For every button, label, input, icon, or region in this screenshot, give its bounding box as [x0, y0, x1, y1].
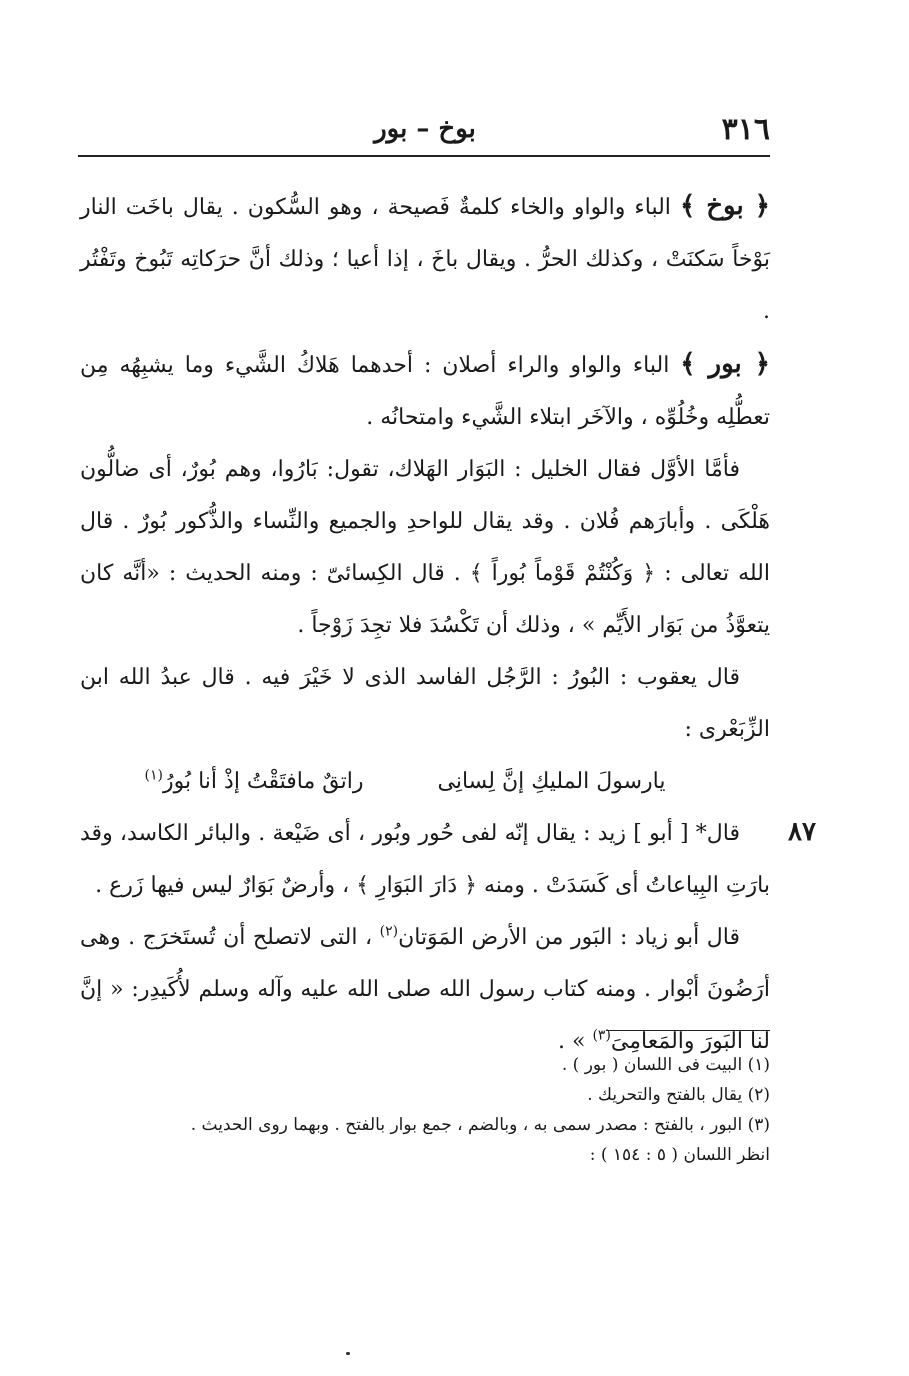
- footnote-rule: [606, 1030, 770, 1031]
- running-title: بوخ – بور: [374, 114, 476, 144]
- footnote-ref-3: (٣): [592, 1027, 611, 1044]
- entry-text-bawkh: الباء والواو والخاء كلمةٌ فَصيحة ، وهو السُّكون . يقال باخَت النار بَوْخاً سَكنَتْ ، وكذلك الحرُّ . ويقال باخَ ، إذا أعيا ؛ وذلك أنَّ حرَكاتِه تَبُوخ وتَفْتُر .: [80, 195, 770, 324]
- footnote-1: (١) البيت فى اللسان ( بور ) .: [561, 1055, 770, 1075]
- margin-page-number: ٨٧: [788, 817, 816, 847]
- poetry-verse: [80, 756, 770, 808]
- footnote-3: (٣) البور ، بالفتح : مصدر سمى به ، وبالضم ، جمع بوار بالفتح . وبهما روى الحديث .: [190, 1115, 770, 1135]
- paragraph-abu-zayd: قال* [ أبو ] زيد : يقال إنّه لفى حُور وبُور ، أى ضَيْعة . والبائر الكاسد، وقد بارَتِ البِياعاتُ أى كَسَدَتْ . ومنه ﴿ دَارَ البَوَارِ ﴾ ، وأرضٌ بَوَارٌ ليس فيها زَرع .: [80, 821, 770, 898]
- page-number: ٣١٦: [721, 112, 770, 147]
- verse-second-hemistich: راتقٌ مافتَقْتُ إذْ أنا بُورُ: [162, 769, 364, 794]
- entry-text-bawr: الباء والواو والراء أصلان : أحدهما هَلاكُ الشَّيء وما يشبِهُه مِن تعطُّلِه وخُلُوِّه ، والآخَر ابتلاء الشَّيء وامتحانُه .: [80, 353, 770, 430]
- footnote-ref-1: (١): [144, 767, 163, 784]
- paragraph-first-meaning: فأمَّا الأوَّل فقال الخليل : البَوَار الهَلاك، تقول: بَارُوا، وهم بُورٌ، أى ضالُّون هَلْكَى . وأبارَهم فُلان . وقد يقال للواحدِ والجميع والنِّساء والذُّكور بُورٌ . قال الله تعالى : ﴿ وَكُنْتُمْ قَوْماً بُوراً ﴾ . قال الكِسائىّ : ومنه الحديث : «أنَّه كان يتعوَّذُ من بَوَار الأَيِّم » ، وذلك أن تَكْسُدَ فلا تجِدَ زَوْجاً .: [80, 457, 770, 638]
- footnote-2: (٢) يقال بالفتح والتحريك .: [587, 1085, 770, 1105]
- abu-ziyad-text-a: قال أبو زياد : البَور من الأرض المَوَتان: [398, 925, 740, 950]
- verse-first-hemistich: يارسولَ المليكِ إنَّ لِسانِى: [437, 769, 666, 794]
- main-text: [80, 180, 770, 1068]
- abu-ziyad-text-c: » .: [558, 1029, 586, 1054]
- footnote-ref-2: (٢): [379, 923, 399, 940]
- entry-head-bawkh: ﴿ بوخ ﴾: [679, 191, 770, 221]
- entry-bawr: [80, 338, 770, 444]
- footnote-3-continuation: انظر اللسان ( ٥ : ١٥٤ ) :: [589, 1145, 770, 1165]
- footnotes: [80, 1050, 770, 1170]
- entry-head-bawr: ﴿ بور ﴾: [680, 349, 770, 379]
- paragraph-abu-ziyad: [80, 912, 770, 1068]
- page-header: [80, 108, 770, 152]
- abu-ziyad-text-b: ، التى لاتصلح أن تُستَخرَج . وهى أرَضُونَ أبْوار . ومنه كتاب رسول الله صلى الله عليه وآله وسلم لأُكَيدِر: « إنَّ لنا البَورَ والمَعامِىَ: [80, 925, 770, 1054]
- header-rule: [78, 155, 770, 157]
- paragraph-yaqub: قال يعقوب : البُورُ : الرَّجُل الفاسد الذى لا خَيْرَ فيه . قال عبدُ الله ابن الزِّبَعْرى :: [80, 665, 770, 742]
- page-mark: [346, 1352, 350, 1355]
- entry-bawkh: [80, 180, 770, 338]
